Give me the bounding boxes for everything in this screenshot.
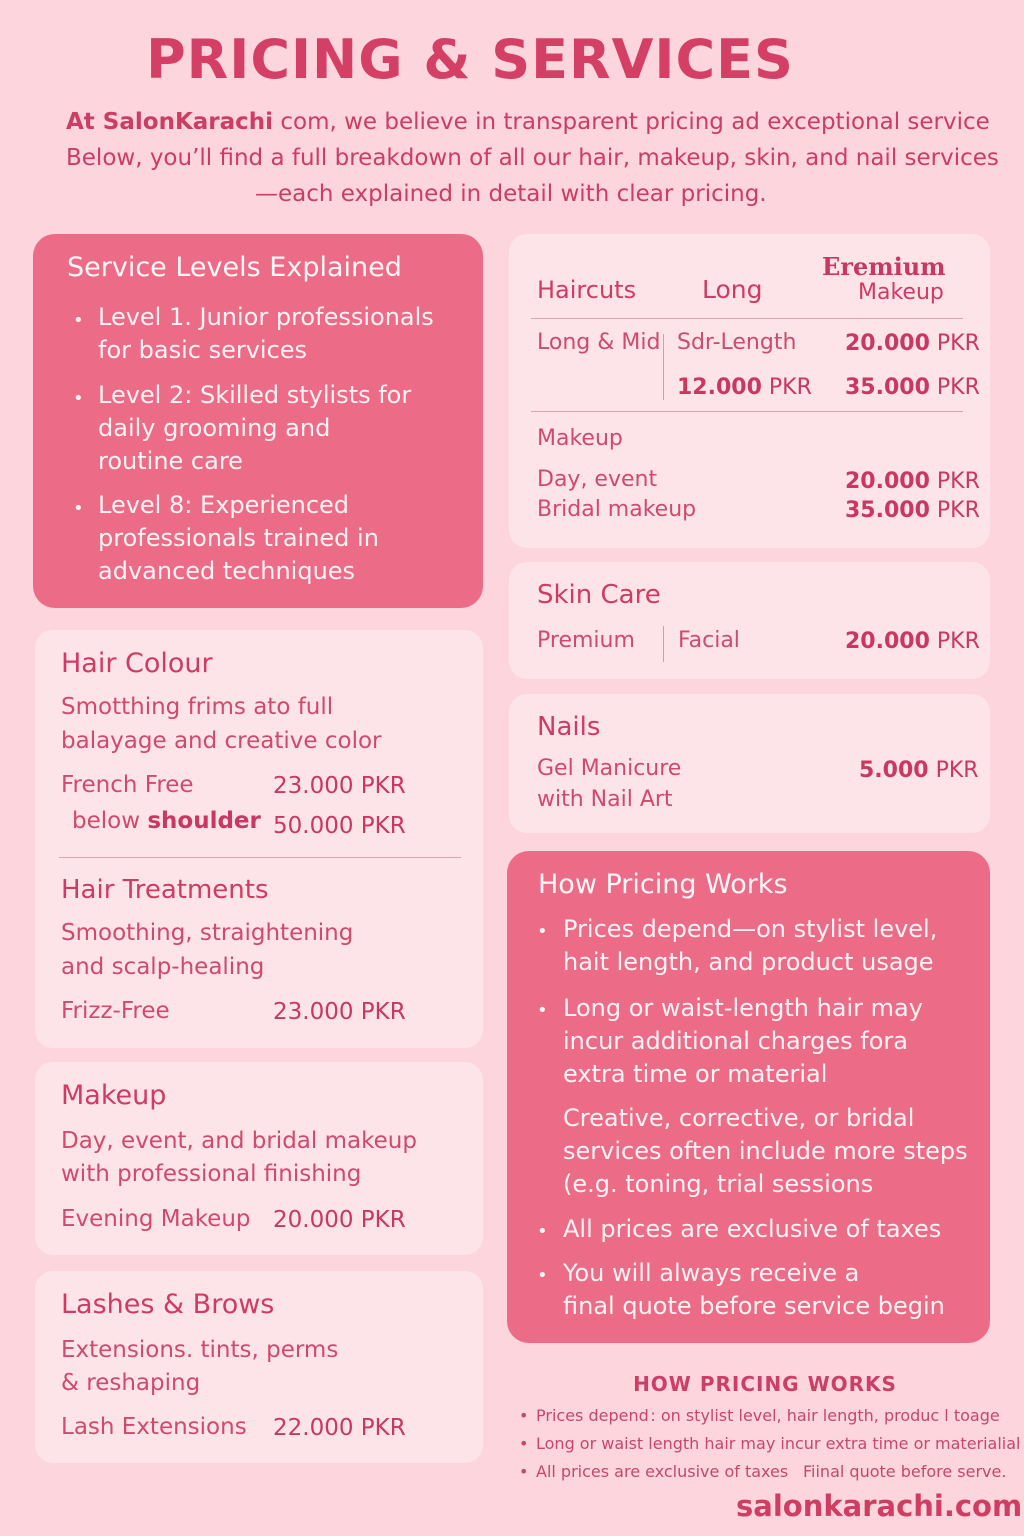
makeup-card: Makeup Day, event, and bridal makeup with professional finishing Evening Makeup 20.000 PKR [35, 1062, 483, 1255]
bullet-icon: • [73, 388, 84, 409]
level-8-text: Level 8: Experienced professionals trained in advanced techniques [98, 491, 379, 585]
brand-name: At SalonKarachi [66, 109, 274, 135]
column-divider [663, 334, 664, 400]
skin-care-card: Skin Care Premium Facial 20.000 PKR [509, 562, 990, 679]
skin-care-title: Skin Care [537, 580, 661, 610]
hair-colour-card: Hair Colour Smotthing frims ato full balayage and creative color French Free 23.000 PKR below shoulder 50.000 PKR Hair Treatments Smoothing, straightening and scalp-healing Frizz-Free 23.000 PKR [35, 630, 483, 1048]
price-row-label: French Free [61, 772, 194, 798]
level-2-text: Level 2: Skilled stylists for daily grooming and routine care [98, 381, 412, 475]
hair-treatments-title: Hair Treatments [61, 875, 269, 905]
bullet-icon: • [537, 921, 548, 942]
price-value: 35.000 PKR [845, 498, 980, 523]
summary-title: HOW PRICING WORKS [633, 1372, 897, 1396]
nails-title: Nails [537, 712, 601, 742]
bullet-icon: • [519, 1462, 529, 1481]
table-header-makeup: Makeup [858, 280, 944, 305]
hair-colour-title: Hair Colour [61, 648, 213, 679]
how-pricing-card: How Pricing Works • Prices depend—on stylist level, hait length, and product usage • Long or waist-length hair may incur additional charges fora extra time or material Creative, corrective, or bridal services often include more steps (e.g. toning, trial sessions • All prices are exclusive of taxes • You will always receive a final quote before service begin [507, 851, 990, 1343]
divider [531, 411, 963, 412]
bullet-icon: • [73, 310, 84, 331]
bullet-icon: • [537, 1000, 548, 1021]
price-value: 22.000 PKR [273, 1415, 406, 1441]
bullet-icon: • [519, 1406, 529, 1425]
bullet-icon: • [537, 1221, 548, 1242]
price-value: 20.000 PKR [845, 629, 980, 654]
service-levels-card [33, 234, 483, 608]
how-pricing-title: How Pricing Works [538, 869, 788, 900]
service-levels-title: Service Levels Explained [67, 252, 402, 283]
divider [531, 318, 963, 319]
divider [59, 857, 461, 858]
price-value: 20.000 PKR [273, 1207, 406, 1233]
price-row-label: Lash Extensions [61, 1414, 247, 1440]
price-row-label: below shoulder [72, 808, 261, 834]
table-header-long: Long [702, 275, 763, 304]
haircuts-table-card: Haircuts Long Eremium Makeup Long & Mid Sdr-Length 20.000 PKR 12.000 PKR 35.000 PKR Makeup Day, event 20.000 PKR Bridal makeup 35.000 PKR [509, 234, 990, 548]
table-header-haircuts: Haircuts [537, 276, 637, 304]
level-1-text: Level 1. Junior professionals for basic services [98, 303, 434, 364]
row-label: Long & Mid [537, 330, 661, 355]
bullet-icon: • [73, 498, 84, 519]
makeup-subtitle: Makeup [537, 426, 623, 451]
price-value: 20.000 PKR [845, 331, 980, 356]
lashes-brows-card: Lashes & Brows Extensions. tints, perms & reshaping Lash Extensions 22.000 PKR [35, 1271, 483, 1463]
price-value: 23.000 PKR [273, 773, 406, 799]
nails-card: Nails Gel Manicure with Nail Art 5.000 PKR [509, 694, 990, 833]
page-title: PRICING & SERVICES [146, 28, 794, 91]
lashes-brows-title: Lashes & Brows [61, 1289, 275, 1320]
bullet-icon: • [537, 1265, 548, 1286]
price-value: 50.000 PKR [273, 813, 406, 839]
price-value: 12.000 PKR [677, 375, 812, 400]
price-value: 35.000 PKR [845, 375, 980, 400]
price-value: 20.000 PKR [845, 469, 980, 494]
bullet-icon: • [519, 1434, 529, 1453]
price-row-label: Frizz-Free [61, 998, 170, 1024]
footer-url-link[interactable]: salonkarachi.com [736, 1489, 1023, 1523]
makeup-title: Makeup [61, 1080, 167, 1111]
price-row-label: Evening Makeup [61, 1206, 251, 1232]
column-divider [663, 626, 664, 662]
price-value: 5.000 PKR [859, 758, 979, 783]
price-value: 23.000 PKR [273, 999, 406, 1025]
table-header-premium: Eremium [822, 252, 946, 281]
